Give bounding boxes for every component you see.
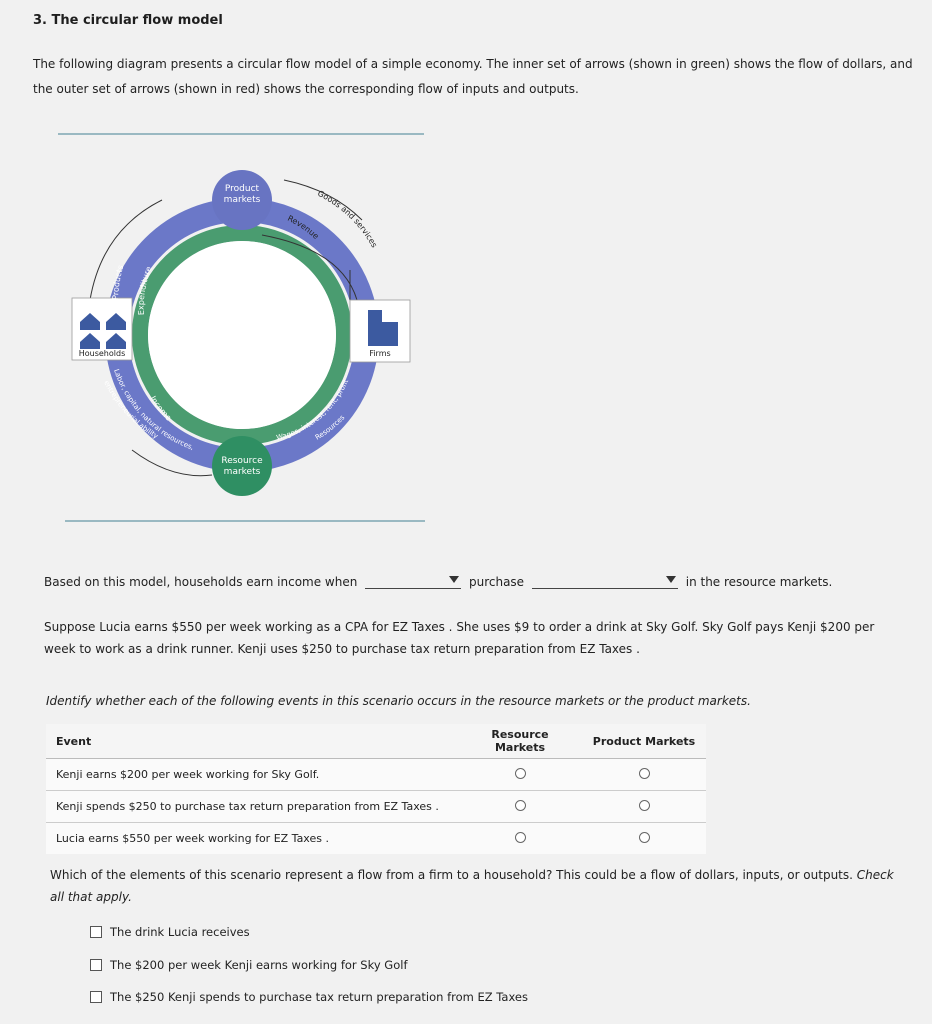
firms-label: Firms bbox=[369, 349, 391, 358]
q3-text: Which of the elements of this scenario represent a flow from a firm to a household? This could be a flow of dollars, inputs, or outputs. bbox=[50, 868, 853, 882]
option-label: The drink Lucia receives bbox=[110, 925, 250, 939]
chevron-down-icon bbox=[666, 576, 676, 583]
table-row bbox=[46, 759, 706, 791]
event-text: Kenji earns $200 per week working for Sky Golf. bbox=[46, 759, 458, 791]
goods-services-label: Goods and services bbox=[316, 188, 379, 250]
option-label: The $250 Kenji spends to purchase tax return preparation from EZ Taxes bbox=[110, 990, 528, 1004]
table-row bbox=[46, 791, 706, 823]
q3-emphasis: Check all that apply. bbox=[50, 868, 894, 904]
intro-text: The following diagram presents a circular flow model of a simple economy. The inner set of arrows (shown in green) shows the flow of dollars, and the outer set of arrows (shown in red) shows the corresponding flow of inputs and outputs. bbox=[33, 57, 913, 96]
col-product-markets: Product Markets bbox=[582, 724, 706, 759]
events-table bbox=[46, 724, 706, 854]
option-label: The $200 per week Kenji earns working for Sky Golf bbox=[110, 958, 408, 972]
col-resource-markets: Resource Markets bbox=[458, 724, 582, 759]
resources-label: Resources bbox=[313, 413, 347, 442]
product-markets-radio[interactable] bbox=[639, 800, 650, 811]
q1-dropdown-1[interactable] bbox=[365, 572, 461, 589]
col-event: Event bbox=[46, 724, 458, 759]
wages-label: Wages, interest, rent, profit bbox=[275, 378, 351, 442]
income-label: Income bbox=[148, 394, 174, 423]
product-markets-label-2: markets bbox=[223, 195, 261, 205]
event-text: Kenji spends $250 to purchase tax return preparation from EZ Taxes . bbox=[46, 791, 458, 823]
bottom-divider bbox=[65, 520, 425, 522]
chevron-down-icon bbox=[449, 576, 459, 583]
product-markets-radio[interactable] bbox=[639, 832, 650, 843]
labor-label-2: entrepreneurial ability bbox=[102, 379, 160, 441]
product-markets-radio[interactable] bbox=[639, 768, 650, 779]
product-markets-label-1: Product bbox=[224, 184, 260, 194]
q1-suffix: in the resource markets. bbox=[685, 575, 833, 589]
identify-instruction: Identify whether each of the following events in this scenario occurs in the resource markets or the product markets. bbox=[46, 694, 751, 708]
resource-markets-label-1: Resource bbox=[221, 456, 263, 466]
scenario-text: Suppose Lucia earns $550 per week working as a CPA for EZ Taxes . She uses $9 to order a drink at Sky Golf. Sky Golf pays Kenji $200 per week to work as a drink runner. Kenji uses $250 to purchase tax return preparation from EZ Taxes . bbox=[44, 620, 875, 656]
resource-markets-node bbox=[212, 436, 272, 496]
question-heading: 3. The circular flow model bbox=[33, 13, 223, 28]
option-250-spent[interactable] bbox=[90, 990, 528, 1004]
labor-label-1: Labor, capital, natural resources, bbox=[112, 367, 195, 452]
resource-markets-radio[interactable] bbox=[515, 800, 526, 811]
top-divider bbox=[58, 133, 424, 135]
option-drink[interactable] bbox=[90, 925, 250, 939]
diagram-center bbox=[148, 241, 336, 429]
checkbox[interactable] bbox=[90, 926, 102, 938]
q1-dropdown-2[interactable] bbox=[532, 572, 678, 589]
checkbox[interactable] bbox=[90, 991, 102, 1003]
table-row bbox=[46, 823, 706, 855]
q1-prefix: Based on this model, households earn income when bbox=[44, 575, 358, 589]
checkbox[interactable] bbox=[90, 959, 102, 971]
question-3 bbox=[50, 864, 900, 908]
event-text: Lucia earns $550 per week working for EZ Taxes . bbox=[46, 823, 458, 855]
circular-flow-diagram bbox=[62, 150, 422, 510]
households-label: Households bbox=[78, 349, 126, 358]
option-200-earned[interactable] bbox=[90, 958, 408, 972]
question-1 bbox=[44, 572, 832, 589]
resource-markets-radio[interactable] bbox=[515, 832, 526, 843]
resource-markets-radio[interactable] bbox=[515, 768, 526, 779]
table-header bbox=[46, 724, 706, 759]
resource-markets-label-2: markets bbox=[223, 467, 261, 477]
q1-mid: purchase bbox=[468, 575, 525, 589]
expenditure-label: Expenditure bbox=[136, 265, 154, 316]
products-label: Products bbox=[110, 263, 126, 301]
revenue-label: Revenue bbox=[286, 213, 321, 242]
